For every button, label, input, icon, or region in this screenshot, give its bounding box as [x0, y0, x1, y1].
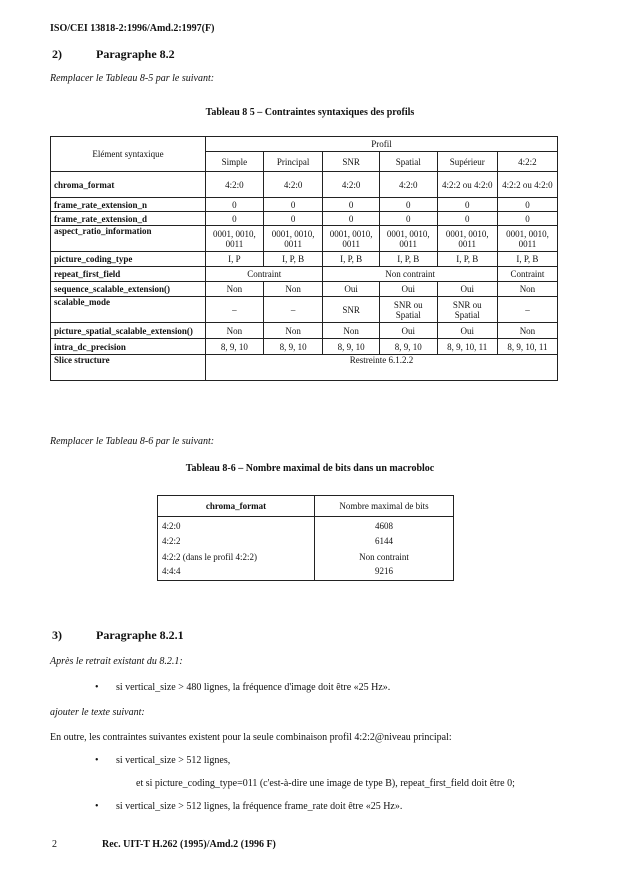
- table-cell: 0: [437, 212, 497, 226]
- table-8-6-caption: Tableau 8-6 – Nombre maximal de bits dans un macrobloc: [185, 463, 435, 474]
- column-header: SNR: [323, 152, 379, 172]
- section-2-number: 2): [52, 47, 62, 61]
- table-cell: I, P, B: [379, 252, 437, 267]
- table-cell: 4:2:0: [323, 172, 379, 198]
- row-label: sequence_scalable_extension(): [51, 282, 206, 297]
- row-label: repeat_first_field: [51, 267, 206, 282]
- bullet-text-1: si vertical_size > 480 lignes, la fréquence d'image doit être «25 Hz».: [116, 682, 391, 693]
- table-cell: Oui: [323, 282, 379, 297]
- table-cell: Non: [263, 323, 323, 339]
- table-cell: 4:2:2 (dans le profil 4:2:2): [158, 549, 315, 565]
- row-label: chroma_format: [51, 172, 206, 198]
- table-cell-merged: Restreinte 6.1.2.2: [206, 355, 558, 381]
- table-cell: 0: [323, 212, 379, 226]
- table-cell: 0001, 0010, 0011: [497, 226, 557, 252]
- table-cell: Oui: [437, 282, 497, 297]
- table-row: [51, 172, 558, 198]
- table-cell: 0001, 0010, 0011: [206, 226, 264, 252]
- bullet-text-3: si vertical_size > 512 lignes, la fréquence frame_rate doit être «25 Hz».: [116, 801, 403, 812]
- table-cell: Oui: [437, 323, 497, 339]
- bullet-text-2: si vertical_size > 512 lignes,: [116, 755, 231, 766]
- row-label: picture_coding_type: [51, 252, 206, 267]
- table-cell: 8, 9, 10: [206, 339, 264, 355]
- row-label: frame_rate_extension_n: [51, 198, 206, 212]
- table-cell: 9216: [315, 565, 454, 581]
- table-cell: Non contraint: [315, 549, 454, 565]
- table-cell: 4:2:0: [379, 172, 437, 198]
- table-cell: 0: [379, 212, 437, 226]
- row-label: intra_dc_precision: [51, 339, 206, 355]
- section-3-instruction-2: ajouter le texte suivant:: [50, 707, 145, 718]
- column-header: 4:2:2: [497, 152, 557, 172]
- table-cell: Oui: [379, 282, 437, 297]
- table-cell: 0001, 0010, 0011: [379, 226, 437, 252]
- table-row: [158, 549, 454, 565]
- table-cell: 0: [263, 212, 323, 226]
- column-header: Nombre maximal de bits: [315, 496, 454, 517]
- element-header: Elément syntaxique: [51, 137, 206, 172]
- bullet-icon: •: [95, 801, 99, 812]
- table-cell: 0: [497, 198, 557, 212]
- column-header: Spatial: [379, 152, 437, 172]
- table-cell: 4:2:0: [263, 172, 323, 198]
- table-cell-merged: Contraint: [206, 267, 323, 282]
- section-3-instruction-1: Après le retrait existant du 8.2.1:: [50, 656, 183, 667]
- table-cell: 8, 9, 10: [263, 339, 323, 355]
- section-2-instruction: Remplacer le Tableau 8-5 par le suivant:: [50, 73, 215, 84]
- table-cell: I, P: [206, 252, 264, 267]
- table-cell-merged: Non contraint: [323, 267, 497, 282]
- table-cell: 8, 9, 10, 11: [437, 339, 497, 355]
- table-cell: 0: [263, 198, 323, 212]
- table-cell: I, P, B: [497, 252, 557, 267]
- page-number: 2: [52, 839, 57, 850]
- table-cell: 8, 9, 10, 11: [497, 339, 557, 355]
- table-row: [51, 355, 558, 381]
- table-cell: SNR ou Spatial: [437, 297, 497, 323]
- table-cell: Non: [497, 323, 557, 339]
- table-cell: 0: [206, 212, 264, 226]
- column-header: Principal: [263, 152, 323, 172]
- table-cell: 0: [437, 198, 497, 212]
- table-cell: 0: [379, 198, 437, 212]
- doc-reference: ISO/CEI 13818-2:1996/Amd.2:1997(F): [50, 23, 215, 34]
- table-cell: 4:2:2 ou 4:2:0: [497, 172, 557, 198]
- table-8-6-instruction: Remplacer le Tableau 8-6 par le suivant:: [50, 436, 215, 447]
- table-cell: 4608: [315, 517, 454, 533]
- table-cell: 0001, 0010, 0011: [437, 226, 497, 252]
- section-3-paragraph: En outre, les contraintes suivantes existent pour la seule combinaison profil 4:2:2@niveau principal:: [50, 732, 452, 743]
- table-row: [158, 517, 454, 533]
- table-row: [51, 226, 558, 252]
- bullet-icon: •: [95, 755, 99, 766]
- section-3-title: Paragraphe 8.2.1: [96, 628, 184, 642]
- table-cell: 0001, 0010, 0011: [263, 226, 323, 252]
- row-label: frame_rate_extension_d: [51, 212, 206, 226]
- section-3-number: 3): [52, 628, 62, 642]
- table-8-6: [157, 495, 454, 581]
- table-row: [51, 339, 558, 355]
- column-header: Supérieur: [437, 152, 497, 172]
- bullet-text-2-continuation: et si picture_coding_type=011 (c'est-à-dire une image de type B), repeat_first_field doit être 0;: [136, 778, 515, 789]
- table-cell: I, P, B: [263, 252, 323, 267]
- table-cell: –: [206, 297, 264, 323]
- table-cell: 0001, 0010, 0011: [323, 226, 379, 252]
- table-cell: Non: [206, 323, 264, 339]
- table-row: [51, 297, 558, 323]
- row-label: aspect_ratio_information: [51, 226, 206, 252]
- table-cell: 0: [206, 198, 264, 212]
- column-header: chroma_format: [158, 496, 315, 517]
- row-label: scalable_mode: [51, 297, 206, 323]
- table-row: [51, 198, 558, 212]
- table-cell: Non: [206, 282, 264, 297]
- table-cell: Oui: [379, 323, 437, 339]
- table-cell: Non: [497, 282, 557, 297]
- table-row: [158, 533, 454, 549]
- table-8-5: [50, 136, 558, 381]
- table-cell-merged: Contraint: [497, 267, 557, 282]
- table-row: [51, 282, 558, 297]
- bullet-icon: •: [95, 682, 99, 693]
- table-cell: 0: [323, 198, 379, 212]
- table-row: [51, 212, 558, 226]
- row-label: Slice structure: [51, 355, 206, 381]
- table-row: [51, 323, 558, 339]
- table-cell: I, P, B: [437, 252, 497, 267]
- column-header: Simple: [206, 152, 264, 172]
- table-cell: Non: [323, 323, 379, 339]
- table-cell: 4:2:0: [158, 517, 315, 533]
- table-cell: 8, 9, 10: [323, 339, 379, 355]
- table-cell: 4:2:0: [206, 172, 264, 198]
- table-cell: 4:4:4: [158, 565, 315, 581]
- profil-header: Profil: [206, 137, 558, 152]
- table-cell: 6144: [315, 533, 454, 549]
- table-cell: 8, 9, 10: [379, 339, 437, 355]
- table-row: [158, 565, 454, 581]
- table-cell: 4:2:2 ou 4:2:0: [437, 172, 497, 198]
- table-cell: –: [263, 297, 323, 323]
- table-cell: 0: [497, 212, 557, 226]
- table-cell: 4:2:2: [158, 533, 315, 549]
- table-cell: I, P, B: [323, 252, 379, 267]
- table-cell: –: [497, 297, 557, 323]
- footer-reference: Rec. UIT-T H.262 (1995)/Amd.2 (1996 F): [102, 839, 276, 850]
- section-2-title: Paragraphe 8.2: [96, 47, 175, 61]
- table-8-5-caption: Tableau 8 5 – Contraintes syntaxiques des profils: [205, 107, 415, 118]
- table-row: [51, 267, 558, 282]
- table-cell: SNR ou Spatial: [379, 297, 437, 323]
- table-cell: SNR: [323, 297, 379, 323]
- table-cell: Non: [263, 282, 323, 297]
- table-row: [51, 252, 558, 267]
- row-label: picture_spatial_scalable_extension(): [51, 323, 206, 339]
